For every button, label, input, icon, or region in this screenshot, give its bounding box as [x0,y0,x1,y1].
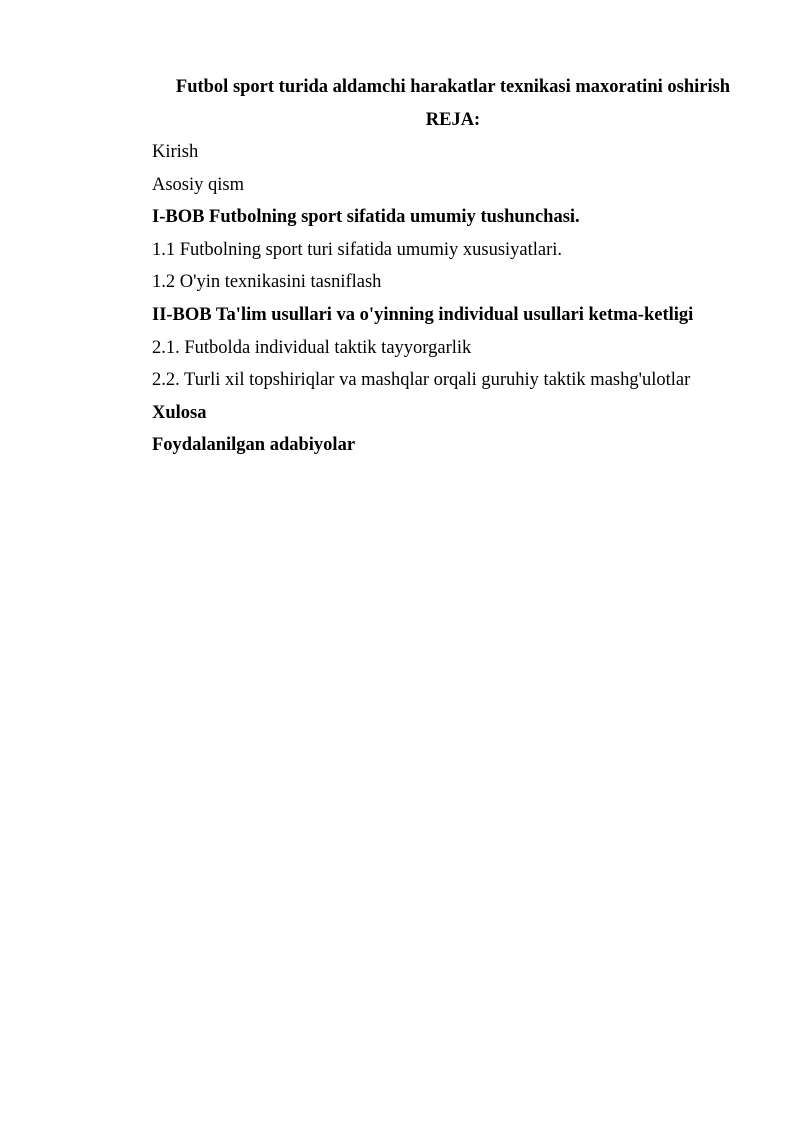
document-title: Futbol sport turida aldamchi harakatlar texnikasi maxoratini oshirish [175,77,731,97]
toc-item-conclusion: Xulosa [152,402,207,423]
plan-heading: REJA: [425,110,481,130]
toc-item-chapter-1: I-BOB Futbolning sport sifatida umumiy tushunchasi. [152,207,580,228]
toc-item-introduction: Kirish [152,142,199,162]
toc-item-section-2-2: 2.2. Turli xil topshiriqlar va mashqlar orqali guruhiy taktik mashg'ulotlar [152,370,691,391]
toc-item-main-part: Asosiy qism [152,174,245,195]
toc-item-references: Foydalanilgan adabiyolar [152,435,356,456]
table-of-contents [152,140,752,466]
toc-item-section-1-2: 1.2 O'yin texnikasini tasniflash [152,272,382,293]
toc-item-section-1-1: 1.1 Futbolning sport turi sifatida umumiy xususiyatlari. [152,239,563,260]
toc-item-chapter-2: II-BOB Ta'lim usullari va o'yinning individual usullari ketma-ketligi [152,304,694,325]
toc-item-section-2-1: 2.1. Futbolda individual taktik tayyorgarlik [152,337,472,358]
